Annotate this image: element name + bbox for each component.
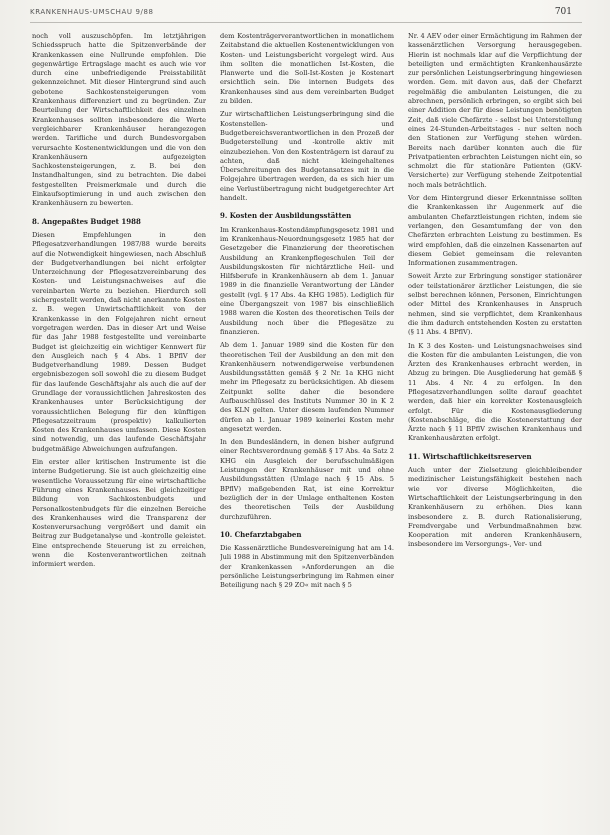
paragraph: noch voll auszuschöpfen. Im letztjährigen Schiedsspruch hatte die Spitzenverbände der Krankenkassen eine Nullrunde empfohlen. Die gegenwärtige Ertragslage macht es auch wie vor durch eine unbefriedigende Preisstabilität gekennzeichnet. Mit dieser Hintergrund sind auch gebotene Sachkostensteigerungen vom Krankenhaus differenziert und zu begründen. Zur Beurteilung der Wirtschaftlichkeit des einzelnen Krankenhauses sollten insbesondere die Werte vergleichbarer Krankenhäuser herangezogen werden. Tarifliche und durch Bundesvorgaben verursachte Kostenentwicklungen und die von den Krankenhäusern aufgezeigten Sachkostensteigerungen, z. B. bei den Instandhaltungen, sind zu betrachten. Die dabei festgestellten Preismerkmale und durch die Einkaufsoptimierung in und auch zwischen den Krankenhäusern zu bewerten. [32,32,206,208]
text-column-2 [220,32,394,822]
paragraph: Ab dem 1. Januar 1989 sind die Kosten für den theoretischen Teil der Ausbildung an den mit den Krankenhäusern notwendigerweise verbundenen Ausbildungsstätten gemäß § 2 Nr. 1a KHG nicht mehr im Pflegesatz zu berücksichtigen. Ab diesem Zeitpunkt sollte daher die besondere Aufbauschlüssel des Instituts Nummer 30 in K 2 des KLN gelten. Unter diesem laufenden Nummer dürfen ab 1. Januar 1989 keinerlei Kosten mehr angesetzt werden. [220,341,394,433]
paragraph: Diesen Empfehlungen in den Pflegesatzverhandlungen 1987/88 wurde bereits auf die Notwendigkeit hingewiesen, nach Abschluß der Budgetverhandlungen bei nicht erfolgter Unterzeichnung der Pflegesatzvereinbarung des Kosten- und Leistungsnachweises auf die vereinbarten Werte zu beziehen. Hierdurch soll sichergestellt werden, daß nicht anerkannte Kosten z. B. wegen Unwirtschaftlichkeit von der Krankenkasse in den Folgejahren nicht erneut vorgetragen werden. Das in dieser Art und Weise für das Jahr 1988 festgestellte und vereinbarte Budget ist gleichzeitig ein wichtiger Kennwert für den Ausgleich nach § 4 Abs. 1 BPflV der Budgetverhandlung 1989. Dessen Budget ergebnisbezogen soll sowohl die zu diesem Budget für das laufende Geschäftsjahr als auch die auf der Grundlage der voraussichtlichen Jahreskosten des Krankenhauses unter Berücksichtigung der voraussichtlichen Belegung für den künftigen Pflegesatzzeitraum (prospektiv) kalkulierten Kosten des Krankenhauses umfassen. Diese Kosten sind notwendig, um das laufende Geschäftsjahr budgetmäßige Abweichungen aufzufangen. [32,230,206,453]
paragraph: dem Kostenträgerverantwortlichen in monatlichem Zeitabstand die aktuellen Kostenentwicklungen von Kosten- und Leistungsbericht vorgelegt wird. Aus ihm sollten die monatlichen Ist-Kosten, die Planwerte und die Soll-Ist-Kosten je Kostenart ersichtlich sein. Die internen Budgets des Krankenhauses sind aus dem vereinbarten Budget zu bilden. [220,32,394,106]
paragraph: In K 3 des Kosten- und Leistungsnachweises sind die Kosten für die ambulanten Leistungen, die von Ärzten des Krankenhauses erbracht werden, in Abzug zu bringen. Die Ausgliederung hat gemäß § 11 Abs. 4 Nr. 4 zu erfolgen. In den Pflegesatzverhandlungen sollte darauf geachtet werden, daß hier ein korrekter Kostenausgleich erfolgt. Für die Kostenausgliederung (Kostenabschläge, die die Kostenerstattung der Ärzte nach § 11 BPflV zwischen Krankenhaus und Krankenhausärzten erfolgt. [408,341,582,443]
paragraph: Im Krankenhaus-Kostendämpfungsgesetz 1981 und im Krankenhaus-Neuordnungsgesetz 1985 hat der Gesetzgeber die Finanzierung der theoretischen Ausbildung an Krankenpflegeschulen Teil der Ausbildungskosten für nichtärztliche Heil- und Hilfsberufe in Krankenhäusern ab dem 1. Januar 1989 in die finanzielle Verantwortung der Länder gestellt (vgl. § 17 Abs. 4a KHG 1985). Lediglich für eine Übergangszeit von 1987 bis einschließlich 1988 waren die Kosten des theoretischen Teils der Ausbildung noch über die Pflegesätze zu finanzieren. [220,225,394,336]
section-heading: 11. Wirtschaftlichkeitsreserven [408,451,532,461]
paragraph: In den Bundesländern, in denen bisher aufgrund einer Rechtsverordnung gemäß § 17 Abs. 4a Satz 2 KHG ein Ausgleich der berufsschulmäßigen Leistungen der Krankenhäuser mit und ohne Ausbildungsstätten (Umlage nach § 15 Abs. 5 BPflV) maßgebenden Rat, ist eine Korrektur bezüglich der in der Umlage enthaltenen Kosten des theoretischen Teils der Ausbildung durchzuführen. [220,438,394,521]
paragraph: Zur wirtschaftlichen Leistungserbringung sind die Kostenstellen- und Budgetbereichsverantwortlichen in den Prozeß der Budgeterstellung und -kontrolle aktiv mit einzubeziehen. Von den Kostenträgern ist darauf zu achten, daß nicht kleingehaltenes Überschreitungen des Budgetansatzes mit in die Folgejahre übertragen werden, da es sich hier um eine Verlustübertragung nicht budgetgerechter Art handelt. [220,110,394,203]
text-column-3 [408,32,582,822]
section-heading: 8. Angepaßtes Budget 1988 [32,216,141,226]
section-heading: 9. Kosten der Ausbildungsstätten [220,211,352,221]
paragraph: Auch unter der Zielsetzung gleichbleibender medizinischer Leistungsfähigkeit bestehen nach wie vor diverse Möglichkeiten, die Wirtschaftlichkeit der Leistungserbringung in den Krankenhäusern zu erhöhen. Dies kann insbesondere z. B. durch Rationalisierung, Fremdvergabe und Verbundmaßnahmen bzw. Kooperation mit anderen Krankenhäusern, insbesondere im Versorgungs-, Ver- und [408,466,582,549]
section-heading: 10. Chefarztabgaben [220,529,302,539]
text-columns [32,32,582,822]
header-rule [30,22,582,23]
paragraph: Soweit Ärzte zur Erbringung sonstiger stationärer oder teilstationärer ärztlicher Leistungen, die sie selbst berechnen können, Personen, Einrichtungen oder Mittel des Krankenhauses in Anspruch nehmen, sind sie verpflichtet, dem Krankenhaus die ihm dadurch entstehenden Kosten zu erstatten (§ 11 Abs. 4 BPflV). [408,272,582,337]
paragraph: Vor dem Hintergrund dieser Erkenntnisse sollten die Krankenkassen ihr Augenmerk auf die ambulanten Chefarztleistungen richten, indem sie verlangen, den Gesamtumfang der von den Chefärzten erbrachten Leistung zu bestimmen. Es wird empfohlen, daß die einzelnen Kassenarten auf diesem Gebiet gemeinsam die relevanten Informationen zusammentragen. [408,194,582,268]
running-head: KRANKENHAUS-UMSCHAU 9/88 [30,8,154,16]
paragraph: Die Kassenärztliche Bundesvereinigung hat am 14. Juli 1988 in Abstimmung mit den Spitzenverbänden der Krankenkassen »Anforderungen an die persönliche Leistungserbringung im Rahmen einer Beteiligung nach § 29 ZO« mit nach § 5 [220,544,394,590]
paragraph: Nr. 4 AEV oder einer Ermächtigung im Rahmen der kassenärztlichen Versorgung herausgegeben. Hierin ist nochmals klar auf die Verpflichtung der beteiligten und ermächtigten Krankenhausärzte zur persönlichen Leistungserbringung hingewiesen worden. Gem. mit davon aus, daß der Chefarzt regelmäßig die ambulanten Leistungen, die zu abrechnen, persönlich erbringen, so ergibt sich bei einer Addition der für diese Leistungen benötigten Zeit, daß viele Chefärzte - selbst bei Unterstellung eines 24-Stunden-Arbeitstages - nur selten noch den Stationen zur Verfügung stehen würden. Bereits nach darüber konnten auch die für Privatpatienten erbrachten Leistungen nicht ein, so schmolzt die für stationäre Patienten (GKV-Versicherte) zur Verfügung stehende Zeitpotential noch mals beträchtlich. [408,32,582,189]
text-column-1 [32,32,206,822]
paragraph: Ein erster aller kritischen Instrumente ist die interne Budgetierung. Sie ist auch gleichzeitig eine wesentliche Voraussetzung für eine wirtschaftliche Führung eines Krankenhauses. Bei gleichzeitiger Bildung von Sachkostenbudgets und Personalkostenbudgets für die einzelnen Bereiche des Krankenhauses wird die Transparenz der Kostenverursachung vergrößert und damit ein Beitrag zur Budgetanalyse und -kontrolle geleistet. Eine entsprechende Steuerung ist zu erreichen, wenn die Kostenverantwortlichen zeitnah informiert werden. [32,458,206,569]
page-number: 701 [554,7,572,17]
